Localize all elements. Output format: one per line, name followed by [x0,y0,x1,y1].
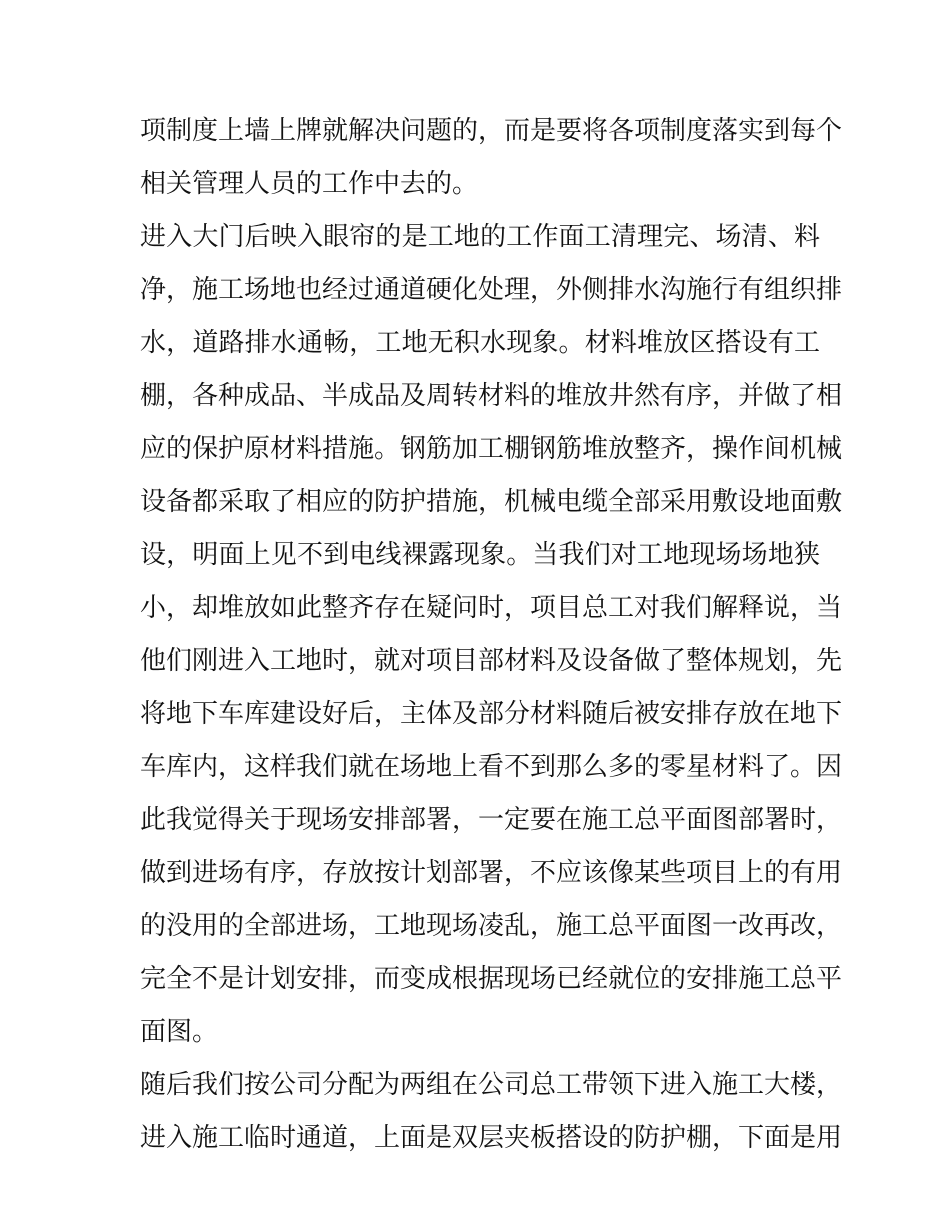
text-line: 此我觉得关于现场安排部署，一定要在施工总平面图部署时， [140,805,843,835]
text-line: 相关管理人员的工作中去的。 [140,169,479,199]
text-line: 车库内，这样我们就在场地上看不到那么多的零星材料了。因 [140,752,843,782]
text-line: 设，明面上见不到电线裸露现象。当我们对工地现场场地狭 [140,540,820,570]
text-line: 设备都采取了相应的防护措施，机械电缆全部采用敷设地面敷 [140,487,843,517]
text-line: 进入施工临时通道，上面是双层夹板搭设的防护棚，下面是用 [140,1123,843,1153]
text-line: 完全不是计划安排，而变成根据现场已经就位的安排施工总平 [140,964,843,994]
text-line: 的没用的全部进场，工地现场凌乱，施工总平面图一改再改， [140,911,843,941]
text-line: 应的保护原材料措施。钢筋加工棚钢筋堆放整齐，操作间机械 [140,434,843,464]
text-line: 小，却堆放如此整齐存在疑问时，项目总工对我们解释说，当 [140,593,843,623]
text-line: 将地下车库建设好后，主体及部分材料随后被安排存放在地下 [140,699,843,729]
text-line: 面图。 [140,1017,219,1047]
text-line: 做到进场有序，存放按计划部署，不应该像某些项目上的有用 [140,858,843,888]
text-line: 进入大门后映入眼帘的是工地的工作面工清理完、场清、料 [140,222,820,252]
text-line: 项制度上墙上牌就解决问题的，而是要将各项制度落实到每个 [140,116,843,146]
text-line: 净，施工场地也经过通道硬化处理，外侧排水沟施行有组织排 [140,275,843,305]
text-line: 水，道路排水通畅，工地无积水现象。材料堆放区搭设有工 [140,328,820,358]
text-line: 他们刚进入工地时，就对项目部材料及设备做了整体规划，先 [140,646,843,676]
text-line: 随后我们按公司分配为两组在公司总工带领下进入施工大楼， [140,1070,843,1100]
body-text [140,105,843,1165]
text-line: 棚，各种成品、半成品及周转材料的堆放井然有序，并做了相 [140,381,843,411]
